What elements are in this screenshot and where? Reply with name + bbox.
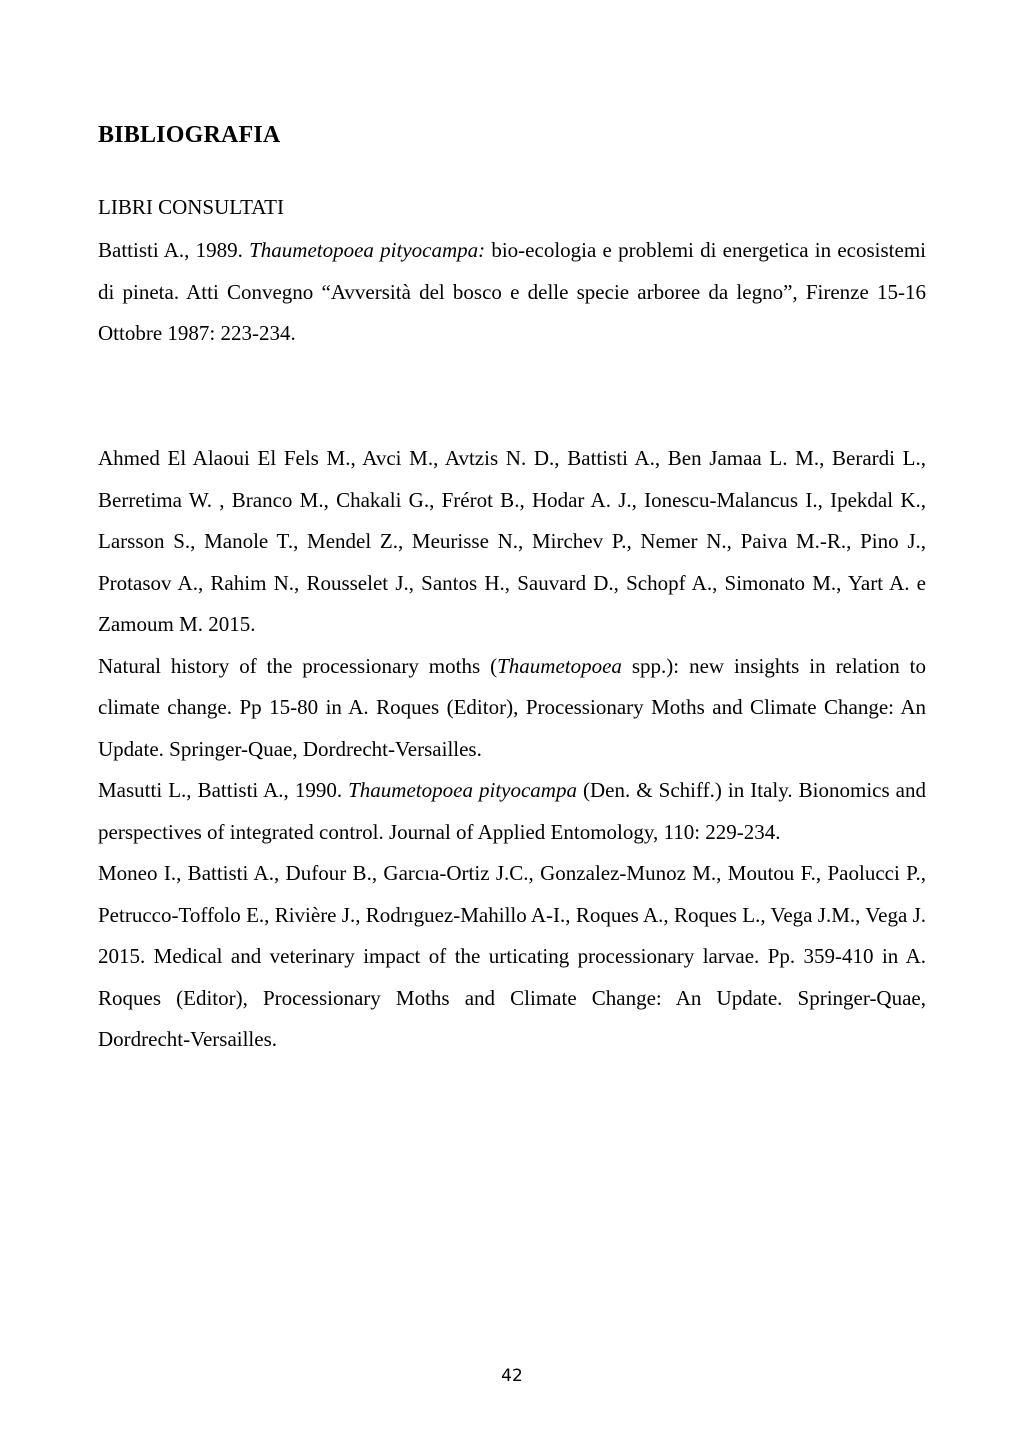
bibliography-entry: Masutti L., Battisti A., 1990. Thaumetopoea pityocampa (Den. & Schiff.) in Italy. Bionomics and perspectives of integrated control. Journal of Applied Entomology, 110: 229-234. <box>98 778 927 844</box>
page-number: 42 <box>501 1366 523 1386</box>
section-title: LIBRI CONSULTATI <box>98 195 284 219</box>
page-title: BIBLIOGRAFIA <box>98 122 281 148</box>
bibliography-block <box>98 438 926 1061</box>
bibliography-entry: Ahmed El Alaoui El Fels M., Avci M., Avtzis N. D., Battisti A., Ben Jamaa L. M., Berardi L., Berretima W. , Branco M., Chakali G., Frérot B., Hodar A. J., Ionescu-Malancus I., Ipekdal K., Larsson S., Manole T., Mendel Z., Meurisse N., Mirchev P., Nemer N., Paiva M.-R., Pino J., Protasov A., Rahim N., Rousselet J., Santos H., Sauvard D., Schopf A., Simonato M., Yart A. e Zamoum M. 2015. <box>98 446 926 636</box>
bibliography-entry: Natural history of the processionary moths (Thaumetopoea spp.): new insights in relation to climate change. Pp 15-80 in A. Roques (Editor), Processionary Moths and Climate Change: An Update. Springer-Quae, Dordrecht-Versailles. <box>98 653 926 761</box>
bibliography-entry: Battisti A., 1989. Thaumetopoea pityocampa: bio-ecologia e problemi di energetica in ecosistemi di pineta. Atti Convegno “Avversità del bosco e delle specie arboree da legno”, Firenze 15-16 Ottobre 1987: 223-234. <box>98 238 926 345</box>
bibliography-block <box>98 230 926 355</box>
bibliography-entry: Moneo I., Battisti A., Dufour B., Garcıa-Ortiz J.C., Gonzalez-Munoz M., Moutou F., Paolucci P., Petrucco-Toffolo E., Rivière J., Rodrıguez-Mahillo A-I., Roques A., Roques L., Vega J.M., Vega J. 2015. Medical and veterinary impact of the urticating processionary larvae. Pp. 359-410 in A. Roques (Editor), Processionary Moths and Climate Change: An Update. Springer-Quae, Dordrecht-Versailles. <box>98 861 926 1051</box>
